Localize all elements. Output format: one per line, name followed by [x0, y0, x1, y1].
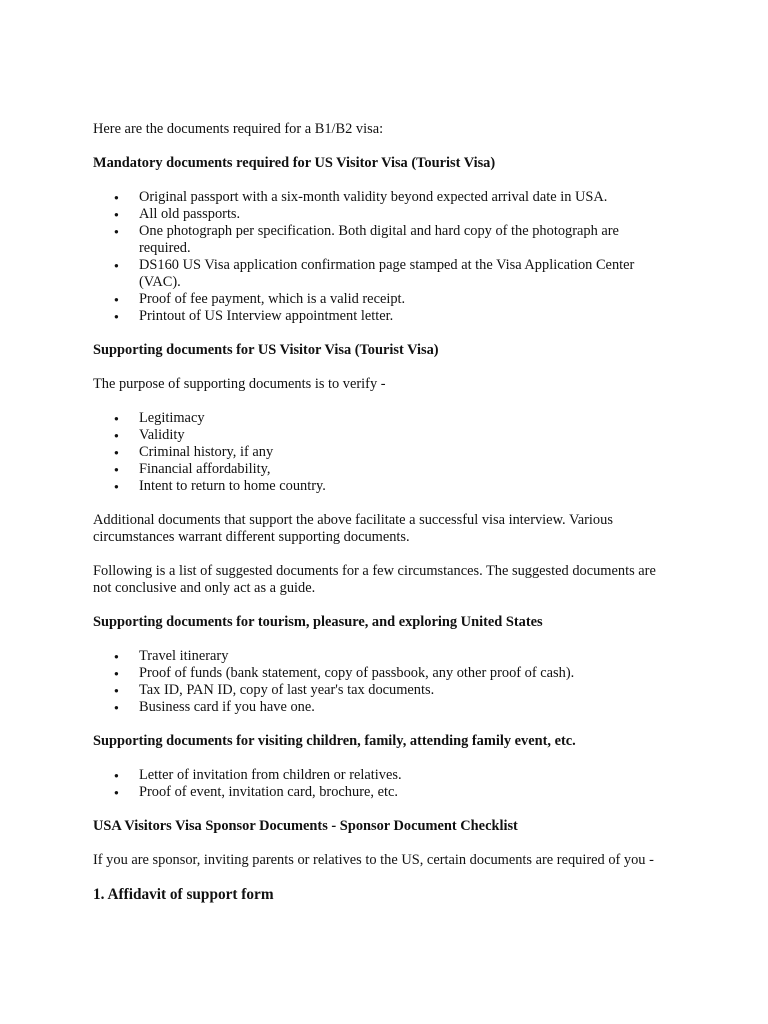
intro-text: Here are the documents required for a B1/B2 visa: [93, 121, 384, 137]
affidavit-heading: 1. Affidavit of support form [93, 886, 274, 903]
list-item: ● Financial affordability, [139, 461, 673, 478]
sponsor-heading: USA Visitors Visa Sponsor Documents - Sponsor Document Checklist [93, 818, 518, 834]
family-list [93, 767, 673, 801]
list-item: ● Legitimacy [139, 410, 673, 427]
list-item: ● All old passports. [139, 206, 673, 223]
list-item: ● Travel itinerary [139, 648, 673, 665]
list-item: ● Validity [139, 427, 673, 444]
document-content [93, 121, 673, 904]
sponsor-text: If you are sponsor, inviting parents or relatives to the US, certain documents are required of you - [93, 852, 654, 868]
following-text: Following is a list of suggested documents for a few circumstances. The suggested documents are not conclusive and only act as a guide. [93, 563, 656, 596]
list-item: ● Proof of event, invitation card, brochure, etc. [139, 784, 673, 801]
list-item: ● Original passport with a six-month validity beyond expected arrival date in USA. [139, 189, 673, 206]
list-item: ● Proof of funds (bank statement, copy of passbook, any other proof of cash). [139, 665, 673, 682]
additional-documents-text: Additional documents that support the above facilitate a successful visa interview. Various circumstances warrant different supporting documents. [93, 512, 613, 545]
tourism-heading: Supporting documents for tourism, pleasure, and exploring United States [93, 614, 543, 630]
mandatory-list [93, 189, 673, 325]
tourism-list [93, 648, 673, 716]
list-item: ● Intent to return to home country. [139, 478, 673, 495]
mandatory-heading: Mandatory documents required for US Visitor Visa (Tourist Visa) [93, 155, 496, 171]
family-heading: Supporting documents for visiting children, family, attending family event, etc. [93, 733, 576, 749]
supporting-purpose-text: The purpose of supporting documents is to verify - [93, 376, 386, 392]
supporting-heading: Supporting documents for US Visitor Visa (Tourist Visa) [93, 342, 439, 358]
list-item: ● Letter of invitation from children or relatives. [139, 767, 673, 784]
supporting-list [93, 410, 673, 495]
list-item: ● Business card if you have one. [139, 699, 673, 716]
list-item: ● Printout of US Interview appointment letter. [139, 308, 673, 325]
list-item: ● Proof of fee payment, which is a valid receipt. [139, 291, 673, 308]
list-item: ● One photograph per specification. Both digital and hard copy of the photograph are required. [139, 223, 673, 257]
list-item: ● DS160 US Visa application confirmation page stamped at the Visa Application Center (VAC). [139, 257, 673, 291]
list-item: ● Tax ID, PAN ID, copy of last year's tax documents. [139, 682, 673, 699]
list-item: ● Criminal history, if any [139, 444, 673, 461]
